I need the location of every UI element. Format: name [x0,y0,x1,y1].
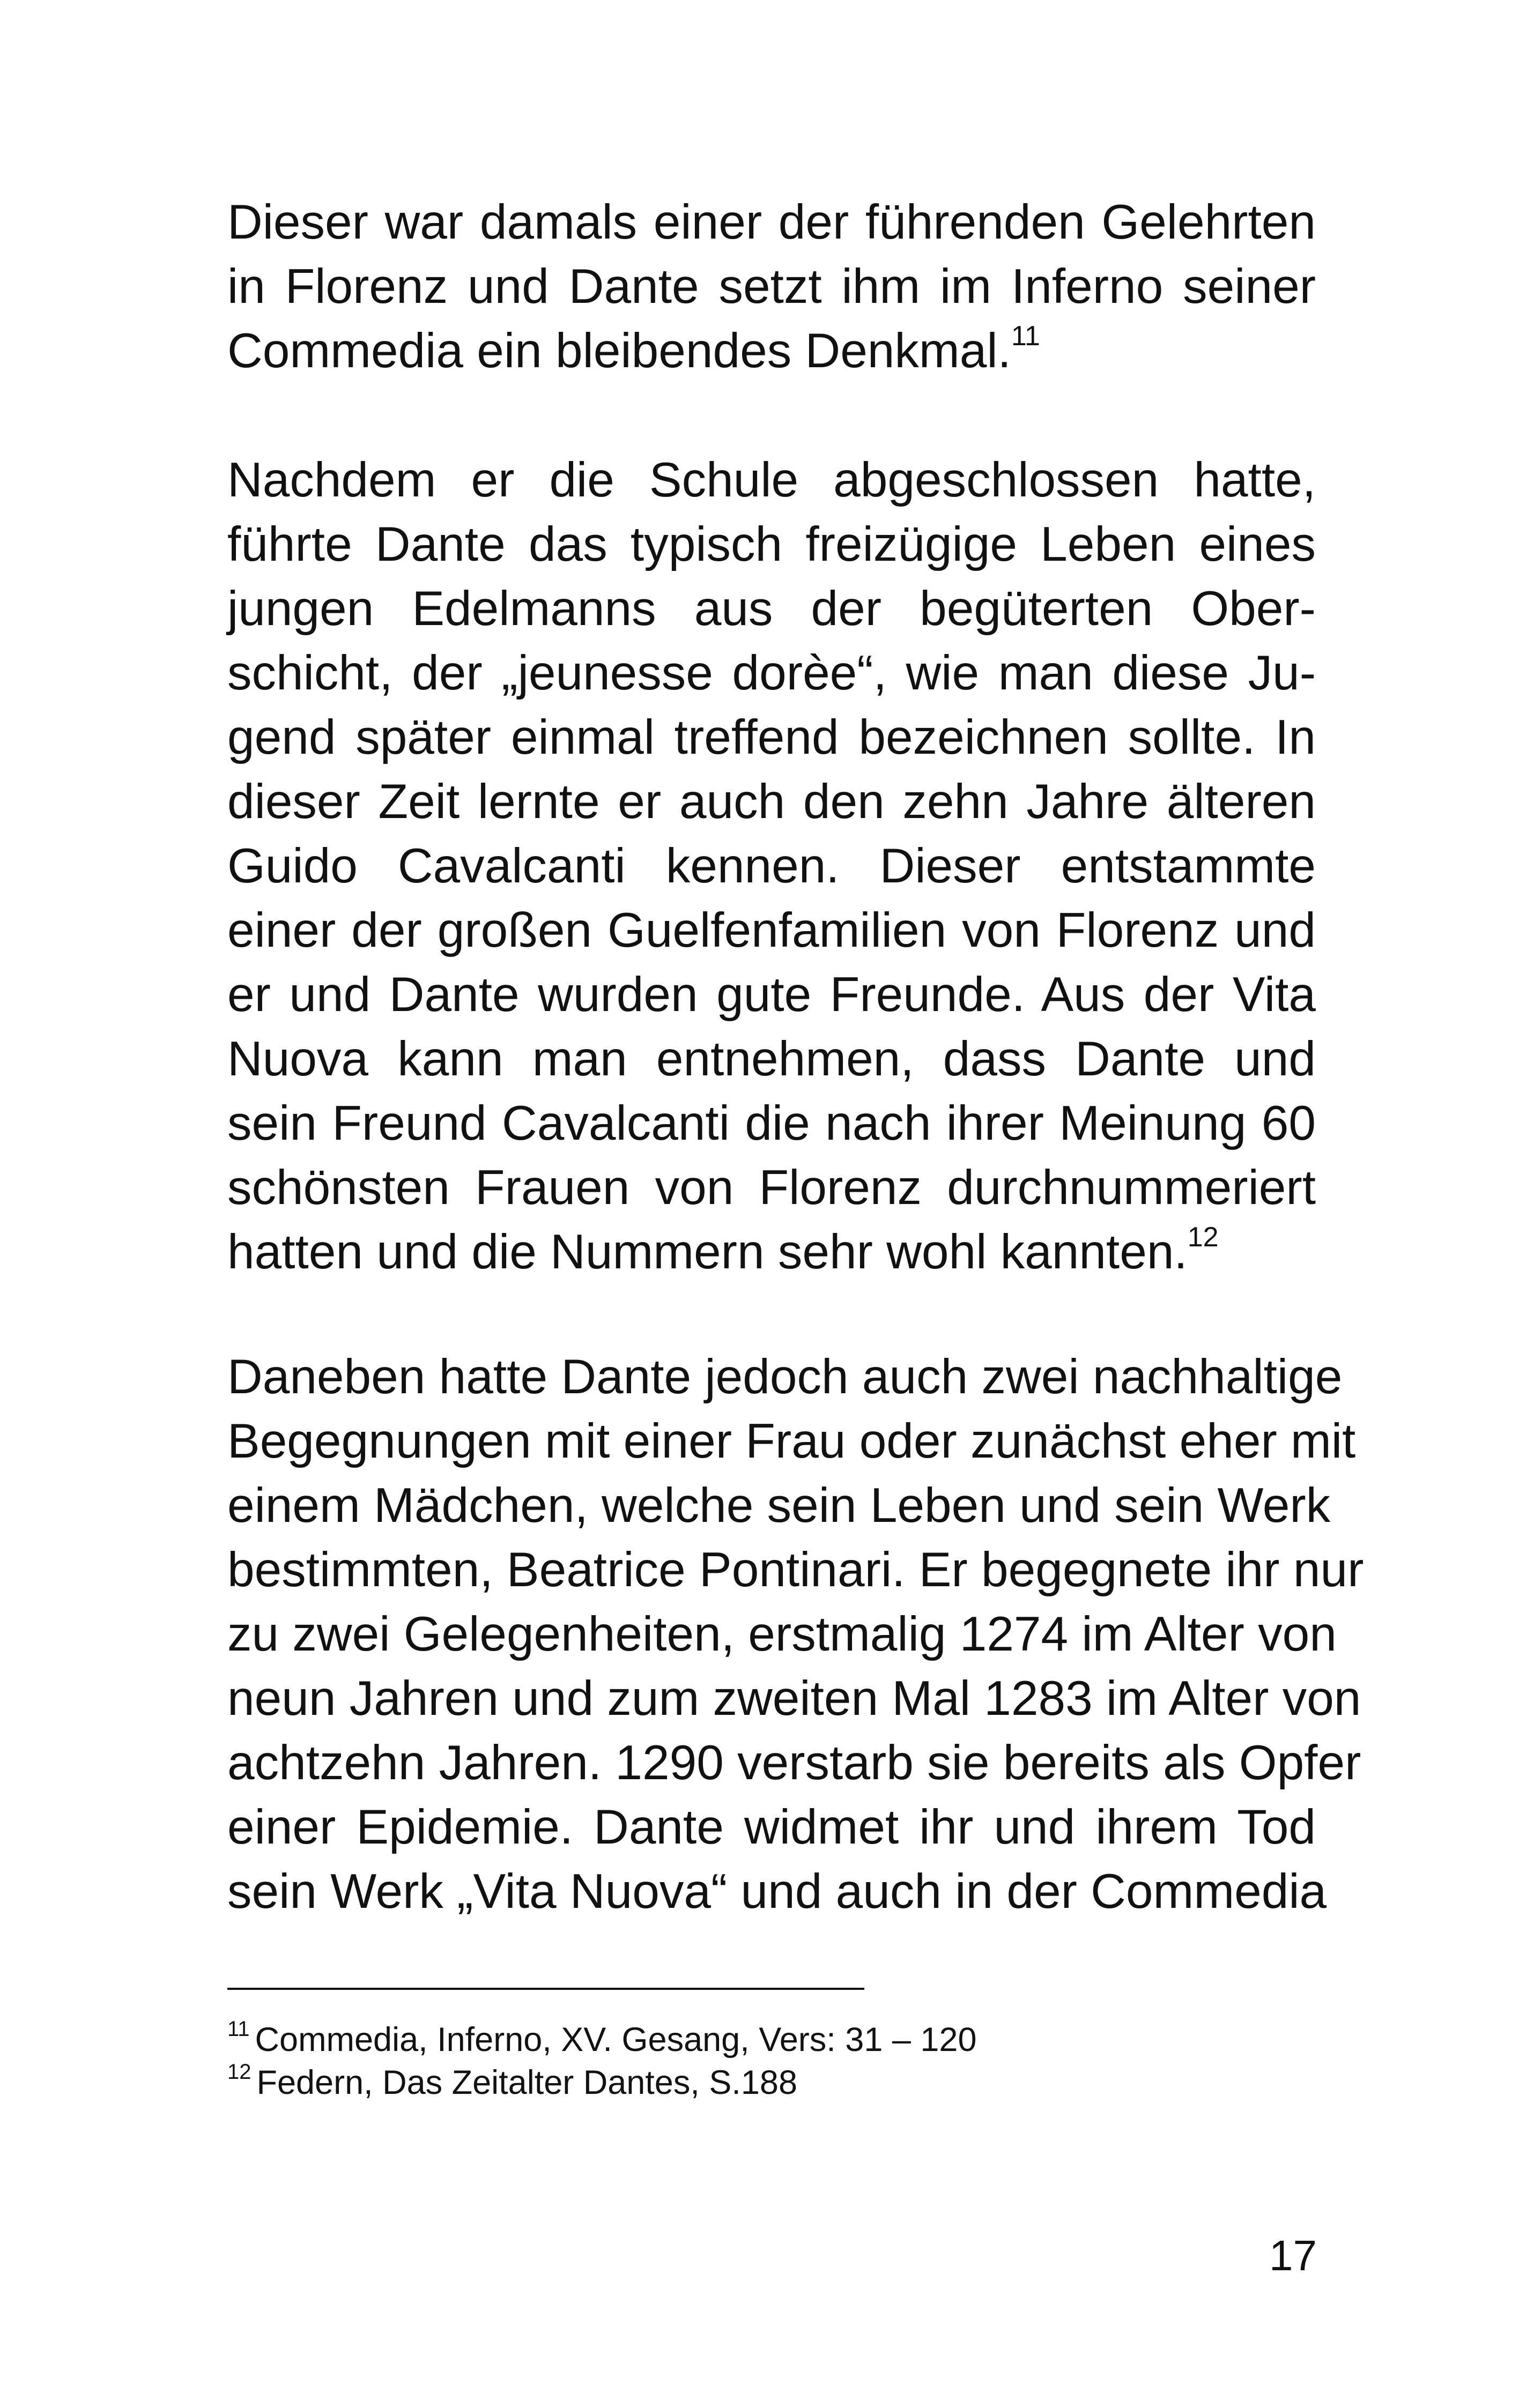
text-line: Nachdem er die Schule abgeschlossen hatte, [227,453,1316,507]
text-line: dieser Zeit lernte er auch den zehn Jahre älteren [227,775,1316,829]
footnote-text: Federn, Das Zeitalter Dantes, S.188 [256,2064,797,2101]
page-number: 17 [1269,2232,1317,2279]
footnote-text: Commedia, Inferno, XV. Gesang, Vers: 31 – 120 [255,2021,977,2058]
text-line: in Florenz und Dante setzt ihm im Inferno seiner [227,259,1316,314]
footnote-separator [227,1988,864,1990]
text-line [227,319,1316,383]
text-line-content: hatten und die Nummern sehr wohl kannten. [227,1225,1188,1279]
text-line: einer der großen Guelfenfamilien von Florenz und [227,903,1316,957]
footnotes [227,2018,1316,2104]
text-line-content: Commedia ein bleibendes Denkmal. [227,324,1011,378]
footnote-reference: 12 [1187,1221,1219,1253]
text-line: Begegnungen mit einer Frau oder zunächst eher mit [227,1414,1356,1468]
text-line: jungen Edelmanns aus der begüterten Ober- [227,582,1316,636]
text-line: sein Werk „Vita Nuova“ und auch in der Commedia [227,1864,1327,1919]
footnote [227,2018,1316,2061]
text-line: Dieser war damals einer der führenden Gelehrten [227,195,1316,249]
footnote [227,2061,1316,2104]
text-line: einer Epidemie. Dante widmet ihr und ihrem Tod [227,1800,1316,1854]
paragraph-2 [227,448,1316,1284]
text-line: Guido Cavalcanti kennen. Dieser entstammte [227,839,1316,893]
text-line: schicht, der „jeunesse dorèe“, wie man diese Ju- [227,646,1316,700]
text-line: Nuova kann man entnehmen, dass Dante und [227,1032,1316,1086]
text-line [227,1220,1316,1284]
paragraph-3 [227,1345,1364,1924]
footnote-number: 11 [227,2017,250,2041]
paragraph-1 [227,190,1316,383]
footnote-reference: 11 [1011,320,1040,352]
text-line: einem Mädchen, welche sein Leben und sein Werk [227,1478,1331,1533]
text-line: bestimmten, Beatrice Pontinari. Er begegnete ihr nur [227,1543,1364,1597]
text-line: schönsten Frauen von Florenz durchnummeriert [227,1161,1316,1215]
text-line: gend später einmal treffend bezeichnen sollte. In [227,710,1316,764]
text-line: zu zwei Gelegenheiten, erstmalig 1274 im Alter von [227,1607,1337,1661]
text-line: führte Dante das typisch freizügige Leben eines [227,517,1316,571]
text-line: Daneben hatte Dante jedoch auch zwei nachhaltige [227,1350,1343,1404]
text-line: neun Jahren und zum zweiten Mal 1283 im Alter von [227,1671,1361,1726]
footnote-number: 12 [227,2060,251,2084]
text-line: sein Freund Cavalcanti die nach ihrer Meinung 60 [227,1096,1316,1150]
text-line: achtzehn Jahren. 1290 verstarb sie bereits als Opfer [227,1736,1361,1790]
text-line: er und Dante wurden gute Freunde. Aus der Vita [227,968,1316,1022]
